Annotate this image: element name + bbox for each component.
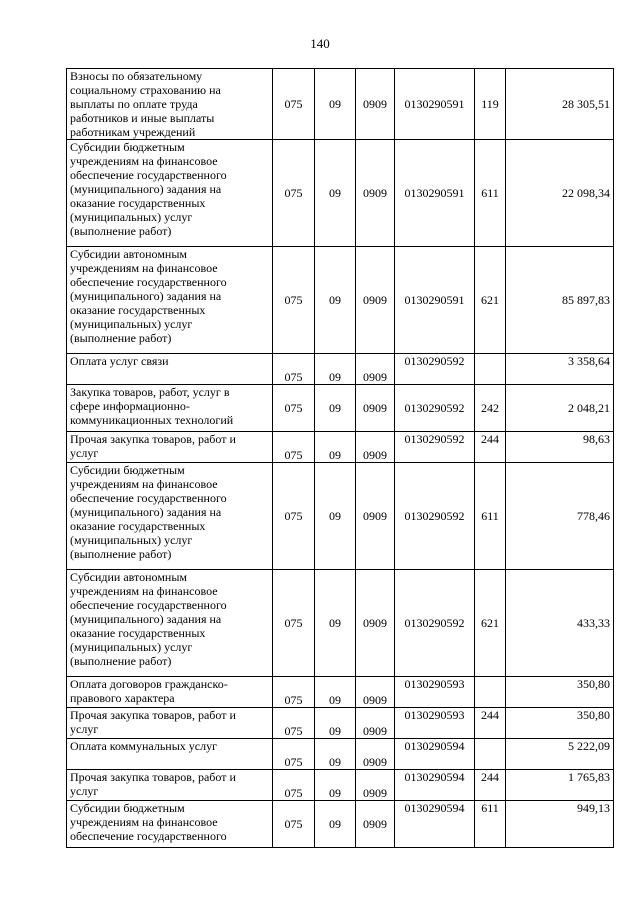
item-name-line: учреждениям на финансовое [70, 261, 218, 275]
amount-value: 22 098,34 [506, 140, 614, 247]
item-name [67, 385, 273, 432]
subsection-code: 0909 [356, 739, 395, 770]
item-name-line: оказание государственных [70, 196, 206, 210]
expense-type-code: 244 [475, 708, 506, 739]
amount-value: 98,63 [506, 432, 614, 463]
item-name-line: (муниципальных) услуг [70, 640, 193, 654]
item-name [67, 570, 273, 677]
item-name-line: обеспечение государственного [70, 829, 227, 843]
item-name-line: работников и иные выплаты [70, 111, 215, 125]
item-name-line: Закупка товаров, работ, услуг в [70, 385, 230, 399]
subsection-code: 0909 [356, 385, 395, 432]
item-name-line: (выполнение работ) [70, 224, 172, 238]
item-name-line: Субсидии бюджетным [70, 140, 185, 154]
subsection-code: 0909 [356, 801, 395, 848]
section-code: 09 [315, 140, 356, 247]
table-row [67, 770, 614, 801]
section-code: 09 [315, 708, 356, 739]
ministry-code: 075 [273, 770, 315, 801]
item-name-line: учреждениям на финансовое [70, 815, 218, 829]
ministry-code: 075 [273, 140, 315, 247]
target-item-code: 0130290594 [395, 801, 475, 848]
item-name-line: (муниципального) задания на [70, 182, 222, 196]
amount-value: 28 305,51 [506, 69, 614, 140]
section-code: 09 [315, 463, 356, 570]
item-name-line: Оплата договоров гражданско- [70, 677, 228, 691]
expense-type-code: 244 [475, 432, 506, 463]
subsection-code: 0909 [356, 432, 395, 463]
section-code: 09 [315, 432, 356, 463]
section-code: 09 [315, 770, 356, 801]
ministry-code: 075 [273, 69, 315, 140]
item-name [67, 69, 273, 140]
ministry-code: 075 [273, 432, 315, 463]
item-name [67, 708, 273, 739]
target-item-code: 0130290591 [395, 140, 475, 247]
item-name-line: услуг [70, 446, 99, 460]
amount-value: 5 222,09 [506, 739, 614, 770]
table-row [67, 570, 614, 677]
section-code: 09 [315, 570, 356, 677]
table-row [67, 801, 614, 848]
subsection-code: 0909 [356, 69, 395, 140]
item-name-line: выплаты по оплате труда [70, 97, 198, 111]
expense-type-code: 621 [475, 247, 506, 354]
target-item-code: 0130290594 [395, 770, 475, 801]
expense-type-code [475, 677, 506, 708]
item-name-line: работникам учреждений [70, 125, 196, 139]
item-name-line: услуг [70, 784, 99, 798]
item-name-line: сфере информационно- [70, 399, 190, 413]
ministry-code: 075 [273, 463, 315, 570]
target-item-code: 0130290592 [395, 432, 475, 463]
expense-type-code: 611 [475, 801, 506, 848]
item-name-line: (муниципальных) услуг [70, 533, 193, 547]
target-item-code: 0130290592 [395, 354, 475, 385]
item-name-line: Прочая закупка товаров, работ и [70, 708, 236, 722]
item-name-line: коммуникационных технологий [70, 413, 234, 427]
item-name-line: оказание государственных [70, 303, 206, 317]
section-code: 09 [315, 739, 356, 770]
page-number: 140 [310, 36, 330, 51]
item-name [67, 432, 273, 463]
subsection-code: 0909 [356, 354, 395, 385]
subsection-code: 0909 [356, 570, 395, 677]
subsection-code: 0909 [356, 770, 395, 801]
subsection-code: 0909 [356, 463, 395, 570]
section-code: 09 [315, 354, 356, 385]
subsection-code: 0909 [356, 140, 395, 247]
table-row [67, 463, 614, 570]
item-name-line: (выполнение работ) [70, 331, 172, 345]
ministry-code: 075 [273, 354, 315, 385]
budget-table [66, 68, 614, 848]
item-name-line: (выполнение работ) [70, 547, 172, 561]
ministry-code: 075 [273, 570, 315, 677]
target-item-code: 0130290593 [395, 677, 475, 708]
amount-value: 350,80 [506, 677, 614, 708]
item-name-line: обеспечение государственного [70, 168, 227, 182]
table-row [67, 432, 614, 463]
item-name-line: учреждениям на финансовое [70, 154, 218, 168]
ministry-code: 075 [273, 677, 315, 708]
item-name-line: обеспечение государственного [70, 598, 227, 612]
section-code: 09 [315, 385, 356, 432]
item-name-line: Оплата услуг связи [70, 354, 169, 368]
item-name-line: (выполнение работ) [70, 654, 172, 668]
item-name-line: Прочая закупка товаров, работ и [70, 432, 236, 446]
section-code: 09 [315, 801, 356, 848]
item-name-line: (муниципального) задания на [70, 505, 222, 519]
expense-type-code: 119 [475, 69, 506, 140]
item-name-line: Субсидии бюджетным [70, 801, 185, 815]
target-item-code: 0130290594 [395, 739, 475, 770]
ministry-code: 075 [273, 247, 315, 354]
amount-value: 85 897,83 [506, 247, 614, 354]
item-name [67, 140, 273, 247]
ministry-code: 075 [273, 801, 315, 848]
item-name [67, 354, 273, 385]
amount-value: 1 765,83 [506, 770, 614, 801]
table-row [67, 385, 614, 432]
expense-type-code [475, 739, 506, 770]
item-name [67, 247, 273, 354]
item-name [67, 770, 273, 801]
amount-value: 2 048,21 [506, 385, 614, 432]
table-row [67, 708, 614, 739]
item-name [67, 739, 273, 770]
item-name-line: учреждениям на финансовое [70, 584, 218, 598]
target-item-code: 0130290592 [395, 385, 475, 432]
target-item-code: 0130290592 [395, 570, 475, 677]
subsection-code: 0909 [356, 247, 395, 354]
table-row [67, 69, 614, 140]
item-name-line: (муниципального) задания на [70, 289, 222, 303]
item-name-line: (муниципальных) услуг [70, 210, 193, 224]
table-row [67, 677, 614, 708]
amount-value: 949,13 [506, 801, 614, 848]
expense-type-code: 242 [475, 385, 506, 432]
item-name [67, 801, 273, 848]
item-name-line: Оплата коммунальных услуг [70, 739, 218, 753]
item-name-line: правового характера [70, 691, 175, 705]
item-name-line: обеспечение государственного [70, 275, 227, 289]
ministry-code: 075 [273, 708, 315, 739]
expense-type-code [475, 354, 506, 385]
item-name-line: Субсидии автономным [70, 570, 187, 584]
item-name-line: (муниципального) задания на [70, 612, 222, 626]
item-name-line: Субсидии бюджетным [70, 463, 185, 477]
subsection-code: 0909 [356, 677, 395, 708]
ministry-code: 075 [273, 739, 315, 770]
subsection-code: 0909 [356, 708, 395, 739]
section-code: 09 [315, 247, 356, 354]
expense-type-code: 244 [475, 770, 506, 801]
section-code: 09 [315, 677, 356, 708]
item-name-line: оказание государственных [70, 519, 206, 533]
amount-value: 3 358,64 [506, 354, 614, 385]
item-name-line: Субсидии автономным [70, 247, 187, 261]
table-row [67, 140, 614, 247]
expense-type-code: 611 [475, 140, 506, 247]
item-name-line: (муниципальных) услуг [70, 317, 193, 331]
amount-value: 778,46 [506, 463, 614, 570]
item-name-line: Взносы по обязательному [70, 69, 203, 83]
table-row [67, 247, 614, 354]
target-item-code: 0130290591 [395, 69, 475, 140]
item-name-line: обеспечение государственного [70, 491, 227, 505]
table-row [67, 354, 614, 385]
expense-type-code: 621 [475, 570, 506, 677]
target-item-code: 0130290592 [395, 463, 475, 570]
item-name-line: оказание государственных [70, 626, 206, 640]
section-code: 09 [315, 69, 356, 140]
amount-value: 433,33 [506, 570, 614, 677]
item-name-line: услуг [70, 722, 99, 736]
target-item-code: 0130290591 [395, 247, 475, 354]
table-row [67, 739, 614, 770]
target-item-code: 0130290593 [395, 708, 475, 739]
item-name-line: учреждениям на финансовое [70, 477, 218, 491]
item-name-line: Прочая закупка товаров, работ и [70, 770, 236, 784]
item-name [67, 677, 273, 708]
item-name-line: социальному страхованию на [70, 83, 221, 97]
expense-type-code: 611 [475, 463, 506, 570]
ministry-code: 075 [273, 385, 315, 432]
item-name [67, 463, 273, 570]
amount-value: 350,80 [506, 708, 614, 739]
